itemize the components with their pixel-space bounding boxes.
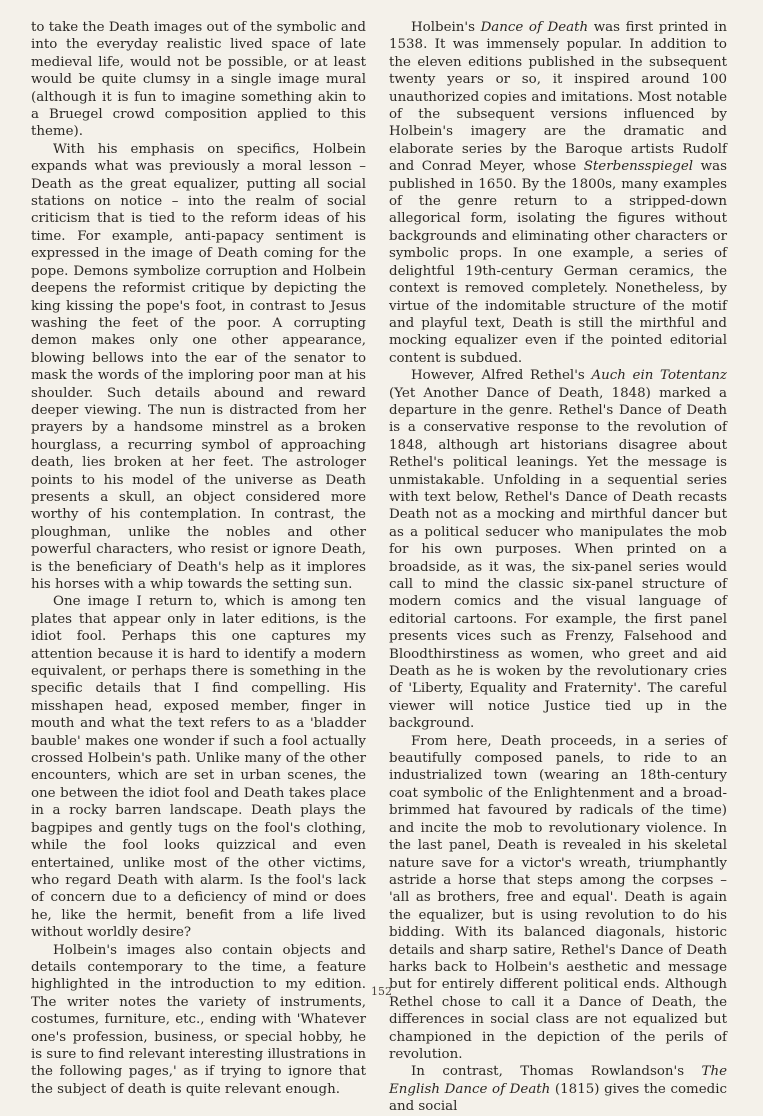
text-run: Holbein's xyxy=(411,20,481,35)
paragraph: With his emphasis on specifics, Holbein expands what was previously a moral lesson – Death as the great equalizer, putting all social stations on notice – into the realm of social criticism that is tied to the reform ideas of his time. For example, anti-papacy sentiment is expressed in the image of Death coming for the pope. Demons symbolize corruption and Holbein deepens the reformist critique by depicting the king kissing the pope's foot, in contrast to Jesus washing the feet of the poor. A corrupting demon makes only one other appearance, blowing bellows into the ear of the senator to mask the words of the imploring poor man at his shoulder. Such details abound and reward deeper viewing. The nun is distracted from her prayers by a handsome minstrel as a broken hourglass, a recurring symbol of approaching death, lies broken at her feet. The astrologer points to his model of the universe as Death presents a skull, an object considered more worthy of his contemplation. In contrast, the ploughman, unlike the nobles and other powerful characters, who resist or ignore Death, is the beneficiary of Death's help as it implores his horses with a whip towards the setting sun. xyxy=(31,141,366,592)
paragraph: to take the Death images out of the symbolic and into the everyday realistic lived space of late medieval life, would not be possible, or at least would be quite clumsy in a single image mural (although it is fun to imagine something akin to a Bruegel crowd composition applied to this theme). xyxy=(31,20,366,140)
work-title: The English Dance of Death xyxy=(389,1064,727,1097)
work-title: Auch ein Totentanz xyxy=(591,368,727,384)
paragraph: Holbein's images also contain objects and details contemporary to the time, a feature highlighted in the introduction to my edition. The writer notes the variety of instruments, costumes, furniture, etc., ending with 'Whatever one's profession, business, or special hobby, he is sure to find relevant interesting illustrations in the following pages,' as if trying to ignore that the subject of death is quite relevant enough. xyxy=(31,942,366,1097)
paragraph xyxy=(389,1063,727,1115)
paragraph xyxy=(389,367,727,733)
page-number: 152 xyxy=(371,985,392,998)
work-title: Sterbensspiegel xyxy=(583,159,694,175)
paragraph xyxy=(389,19,727,367)
right-column xyxy=(389,19,727,1116)
paragraph: One image I return to, which is among ten plates that appear only in later editions, is the idiot fool. Perhaps this one captures my attention because it is hard to identify a modern equivalent, or perhaps there is something in the specific details that I find compelling. His misshapen head, exposed member, finger in mouth and what the text refers to as a 'bladder bauble' makes one wonder if such a fool actually crossed Holbein's path. Unlike many of the other encounters, which are set in urban scenes, the one between the idiot fool and Death takes place in a rocky barren landscape. Death plays the bagpipes and gently tugs on the fool's clothing, while the fool looks quizzical and even entertained, unlike most of the other victims, who regard Death with alarm. Is the fool's lack of concern due to a deficiency of mind or does he, like the hermit, benefit from a life lived without worldly desire? xyxy=(31,594,366,941)
left-column xyxy=(31,19,366,1098)
text-run: was first printed in 1538. It was immensely popular. In addition to the eleven editions published in the subsequent twenty years or so, it inspired around 100 unauthorized copies and imitations. Most notable of the subsequent versions influenced by Holbein's imagery are the dramatic and elaborate series by the Baroque artists Rudolf and Conrad Meyer, whose xyxy=(389,20,727,175)
text-run: was published in 1650. By the 1800s, many examples of the genre return to a stripped-down allegorical form, isolating the figures without backgrounds and eliminating other characters or symbolic props. In one example, a series of delightful 19th-century German ceramics, the context is removed completely. Nonetheless, by virtue of the indomitable structure of the motif and playful text, Death is still the mirthful and mocking equalizer even if the pointed editorial content is subdued. xyxy=(389,159,727,366)
paragraph: From here, Death proceeds, in a series of beautifully composed panels, to ride to an industrialized town (wearing an 18th-century coat symbolic of the Enlightenment and a broad-brimmed hat favoured by radicals of the time) and incite the mob to revolutionary violence. In the last panel, Death is revealed in his skeletal nature save for a victor's wreath, triumphantly astride a horse that steps among the corpses – 'all as brothers, free and equal'. Death is again the equalizer, but is using revolution to do his bidding. With its balanced diagonals, historic details and sharp satire, Rethel's Dance of Death harks back to Holbein's aesthetic and message but for entirely different political ends. Although Rethel chose to call it a Dance of Death, the differences in social class are not equalized but championed in the depiction of the perils of revolution. xyxy=(389,733,727,1062)
work-title: Dance of Death xyxy=(480,20,589,35)
text-run: However, Alfred Rethel's xyxy=(411,368,592,384)
text-run: In contrast, Thomas Rowlandson's xyxy=(411,1064,702,1080)
text-run: (Yet Another Dance of Death, 1848) marked a departure in the genre. Rethel's Dance of Death is a conservative response to the revolution of 1848, although art historians disagree about Rethel's political leanings. Yet the message is unmistakable. Unfolding in a sequential series with text below, Rethel's Dance of Death recasts Death not as a mocking and mirthful dancer but as a political seducer who manipulates the mob for his own purposes. When printed on a broadside, as it was, the six-panel series would call to mind the classic six-panel structure of modern comics and the visual language of editorial cartoons. For example, the first panel presents vices such as Frenzy, Falsehood and Bloodthirstiness as women, who greet and aid Death as he is woken by the revolutionary cries of 'Liberty, Equality and Fraternity'. The careful viewer will notice Justice tied up in the background. xyxy=(389,385,727,732)
text-run: (1815) gives the comedic and social xyxy=(389,1081,727,1115)
